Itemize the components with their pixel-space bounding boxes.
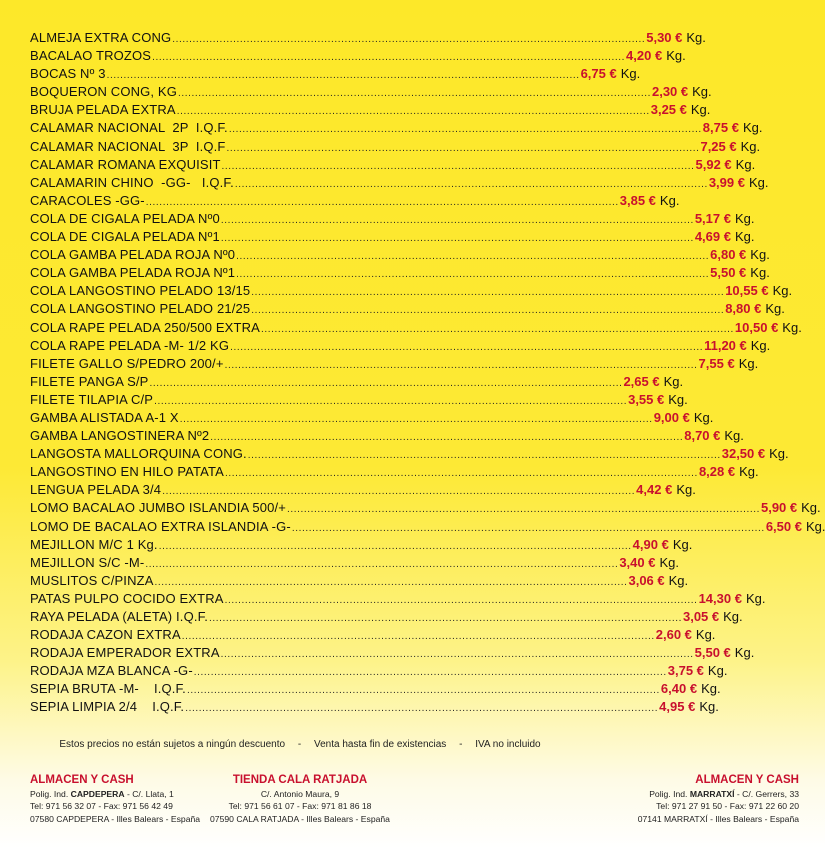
product-price: 3,25 € xyxy=(650,102,687,118)
product-name: GAMBA LANGOSTINERA Nº2 xyxy=(30,428,210,444)
store-phone: Tel: 971 56 61 07 - Fax: 971 81 86 18 xyxy=(228,801,372,812)
dot-leader: ............................................................................................................................................ xyxy=(179,413,653,425)
store-name: ALMACEN Y CASH xyxy=(30,774,134,786)
price-unit: Kg. xyxy=(750,247,770,263)
price-unit: Kg. xyxy=(692,84,712,100)
dot-leader: ............................................................................................................................................ xyxy=(220,214,694,226)
product-price: 2,30 € xyxy=(651,84,689,100)
product-price: 8,75 € xyxy=(702,120,739,136)
price-row xyxy=(30,300,785,318)
price-unit: Kg. xyxy=(724,428,744,444)
product-name: COLA RAPE PELADA -M- 1/2 KG xyxy=(30,337,230,353)
price-row xyxy=(30,391,688,409)
product-price: 8,28 € xyxy=(698,464,736,480)
product-price: 5,30 € xyxy=(646,30,683,45)
price-unit: Kg. xyxy=(686,30,706,45)
store-phone: Tel: 971 56 32 07 - Fax: 971 56 42 49 xyxy=(30,801,173,812)
price-unit: Kg. xyxy=(734,645,755,661)
product-name: FILETE TILAPIA C/P xyxy=(30,391,154,407)
product-name: MEJILLON S/C -M- xyxy=(30,554,145,570)
product-name: BRUJA PELADA EXTRA xyxy=(30,102,176,118)
product-price: 3,85 € xyxy=(619,192,656,208)
product-name: FILETE PANGA S/P xyxy=(30,373,149,389)
price-unit: Kg. xyxy=(699,699,719,715)
store-name: ALMACEN Y CASH xyxy=(695,774,799,786)
price-unit: Kg. xyxy=(772,283,793,299)
dot-leader: ............................................................................................................................................ xyxy=(228,124,702,136)
product-name: RAYA PELADA (ALETA) I.Q.F. xyxy=(30,609,209,624)
price-row xyxy=(30,47,686,65)
product-price: 5,17 € xyxy=(694,210,731,226)
product-name: COLA LANGOSTINO PELADO 21/25 xyxy=(30,301,251,317)
disclaimer xyxy=(0,739,600,750)
store-postal: 07580 CAPDEPERA - Illes Balears - España xyxy=(30,813,201,824)
price-unit: Kg. xyxy=(666,48,686,64)
price-unit: Kg. xyxy=(801,500,821,516)
price-row xyxy=(30,355,759,373)
price-row xyxy=(30,174,769,192)
store-postal: 07590 CALA RATJADA - Illes Balears - España xyxy=(210,813,390,824)
price-unit: Kg. xyxy=(769,446,789,462)
product-price: 10,55 € xyxy=(725,283,769,299)
price-unit: Kg. xyxy=(745,590,766,606)
dot-leader: ............................................................................................................................................ xyxy=(106,70,580,82)
price-unit: Kg. xyxy=(663,373,684,389)
product-name: MUSLITOS C/PINZA xyxy=(30,572,154,588)
dot-leader: ............................................................................................................................................ xyxy=(234,178,708,190)
product-name: GAMBA ALISTADA A-1 X xyxy=(30,409,179,425)
store-postal: 07141 MARRATXÍ - Illes Balears - España xyxy=(637,813,799,824)
product-name: BOCAS Nº 3 xyxy=(30,66,106,82)
dot-leader: ............................................................................................................................................ xyxy=(210,432,684,444)
price-unit: Kg. xyxy=(695,627,716,643)
store-name: TIENDA CALA RATJADA xyxy=(232,774,368,786)
price-unit: Kg. xyxy=(723,609,743,624)
product-price: 2,65 € xyxy=(623,373,660,389)
product-price: 3,55 € xyxy=(628,391,665,407)
product-price: 2,60 € xyxy=(655,627,692,643)
price-unit: Kg. xyxy=(742,120,763,136)
dot-leader: ............................................................................................................................................ xyxy=(193,667,667,679)
dot-leader: ............................................................................................................................................ xyxy=(220,649,694,661)
product-name: MEJILLON M/C 1 Kg. xyxy=(30,536,158,552)
dot-leader: ............................................................................................................................................ xyxy=(178,88,651,100)
dot-leader: ............................................................................................................................................ xyxy=(251,287,725,299)
price-row xyxy=(30,101,711,119)
dot-leader: ............................................................................................................................................ xyxy=(220,233,694,245)
price-row xyxy=(30,319,802,337)
price-unit: Kg. xyxy=(676,482,696,498)
dot-leader: ............................................................................................................................................ xyxy=(224,468,698,480)
product-name: RODAJA EMPERADOR EXTRA xyxy=(30,645,220,661)
dot-leader: ............................................................................................................................................ xyxy=(162,486,636,498)
product-price: 11,20 € xyxy=(704,337,747,353)
price-row xyxy=(30,499,821,517)
store-address-street: - C/. Llata, 1 xyxy=(126,789,174,799)
price-row xyxy=(30,662,728,680)
product-price: 5,50 € xyxy=(694,645,731,661)
dot-leader: ............................................................................................................................................ xyxy=(209,613,682,624)
price-unit: Kg. xyxy=(734,210,755,226)
product-price: 3,99 € xyxy=(708,174,745,190)
product-name: BACALAO TROZOS xyxy=(30,48,152,64)
product-price: 4,69 € xyxy=(694,229,731,245)
price-row xyxy=(30,282,793,300)
store-address-street: - C/. Gerrers, 33 xyxy=(736,789,799,799)
price-row xyxy=(30,264,770,282)
price-unit: Kg. xyxy=(782,319,802,335)
price-row xyxy=(30,228,755,246)
store-address-prefix: Polig. Ind. xyxy=(30,789,69,799)
product-price: 5,92 € xyxy=(695,156,732,172)
dot-leader: ............................................................................................................................................ xyxy=(145,558,619,570)
price-row xyxy=(30,246,770,264)
product-price: 9,00 € xyxy=(653,409,690,425)
price-row xyxy=(30,608,743,626)
price-unit: Kg. xyxy=(690,102,711,118)
product-name: BOQUERON CONG, KG xyxy=(30,84,178,100)
product-name: FILETE GALLO S/PEDRO 200/+ xyxy=(30,355,224,371)
dot-leader: ............................................................................................................................................ xyxy=(185,703,659,715)
product-price: 3,75 € xyxy=(667,663,704,679)
price-row xyxy=(30,119,763,137)
price-row xyxy=(30,518,825,536)
product-name: LANGOSTA MALLORQUINA CONG. xyxy=(30,446,247,462)
price-unit: Kg. xyxy=(701,681,721,697)
price-unit: Kg. xyxy=(739,464,759,480)
price-row xyxy=(30,427,744,445)
price-unit: Kg. xyxy=(765,301,785,317)
price-row xyxy=(30,445,789,463)
price-row xyxy=(30,698,719,716)
price-row xyxy=(30,463,759,481)
price-unit: Kg. xyxy=(668,391,688,407)
dot-leader: ............................................................................................................................................ xyxy=(172,34,646,45)
store-capdepera xyxy=(30,773,200,825)
product-price: 4,20 € xyxy=(626,48,663,64)
price-unit: Kg. xyxy=(748,174,769,190)
product-name: LOMO BACALAO JUMBO ISLANDIA 500/+ xyxy=(30,500,287,516)
product-name: LENGUA PELADA 3/4 xyxy=(30,482,162,498)
dot-leader: ............................................................................................................................................ xyxy=(158,540,632,552)
price-row xyxy=(30,626,716,644)
price-unit: Kg. xyxy=(668,572,689,588)
product-name: RODAJA MZA BLANCA -G- xyxy=(30,663,193,679)
dot-leader: ............................................................................................................................................ xyxy=(251,305,725,317)
price-list xyxy=(30,29,825,717)
price-unit: Kg. xyxy=(693,409,714,425)
product-price: 14,30 € xyxy=(698,590,742,606)
price-row xyxy=(30,590,766,608)
dot-leader: ............................................................................................................................................ xyxy=(221,160,695,172)
product-name: CALAMAR NACIONAL 3P I.Q.F xyxy=(30,138,226,154)
store-marratxi xyxy=(638,773,799,825)
product-price: 6,80 € xyxy=(710,247,747,263)
price-unit: Kg. xyxy=(735,156,756,172)
disclaimer-no-discount: Estos precios no están sujetos a ningún descuento xyxy=(59,739,286,750)
store-address-town: CAPDEPERA xyxy=(70,789,125,799)
price-row xyxy=(30,554,679,572)
product-name: CALAMAR ROMANA EXQUISIT xyxy=(30,156,221,172)
product-name: COLA GAMBA PELADA ROJA Nº0 xyxy=(30,247,236,263)
price-row xyxy=(30,536,693,554)
dot-leader: ............................................................................................................................................ xyxy=(226,142,700,154)
price-row xyxy=(30,210,755,228)
product-name: COLA LANGOSTINO PELADO 13/15 xyxy=(30,283,251,299)
price-row xyxy=(30,409,714,427)
store-address: C/. Antonio Maura, 9 xyxy=(260,789,340,799)
price-row xyxy=(30,29,706,47)
price-unit: Kg. xyxy=(707,663,728,679)
price-row xyxy=(30,680,721,698)
store-address-town: MARRATXÍ xyxy=(689,789,735,799)
product-price: 8,70 € xyxy=(684,428,721,444)
dot-leader: ............................................................................................................................................ xyxy=(145,196,619,208)
price-row xyxy=(30,65,641,83)
product-name: PATAS PULPO COCIDO EXTRA xyxy=(30,590,224,606)
product-name: RODAJA CAZON EXTRA xyxy=(30,627,181,643)
store-cala-ratjada xyxy=(200,773,400,825)
price-unit: Kg. xyxy=(750,265,770,281)
product-name: CALAMARIN CHINO -GG- I.Q.F. xyxy=(30,174,234,190)
product-price: 7,55 € xyxy=(698,355,735,371)
product-name: SEPIA LIMPIA 2/4 I.Q.F. xyxy=(30,699,185,715)
store-address-prefix: Polig. Ind. xyxy=(649,789,688,799)
disclaimer-while-stocks: Venta hasta fin de existencias xyxy=(313,739,447,750)
price-row xyxy=(30,192,680,210)
price-row xyxy=(30,83,712,101)
price-unit: Kg. xyxy=(659,192,680,208)
product-name: CALAMAR NACIONAL 2P I.Q.F. xyxy=(30,120,228,136)
price-unit: Kg. xyxy=(738,355,759,371)
price-unit: Kg. xyxy=(805,518,825,534)
dot-leader: ............................................................................................................................................ xyxy=(149,377,623,389)
product-price: 5,50 € xyxy=(710,265,747,281)
product-name: LOMO DE BACALAO EXTRA ISLANDIA -G- xyxy=(30,518,291,534)
price-unit: Kg. xyxy=(672,536,693,552)
dot-leader: ............................................................................................................................................ xyxy=(287,504,760,516)
product-name: ALMEJA EXTRA CONG xyxy=(30,30,172,45)
price-row xyxy=(30,572,689,590)
product-price: 3,06 € xyxy=(628,572,665,588)
price-unit: Kg. xyxy=(659,554,679,570)
product-price: 6,50 € xyxy=(765,518,802,534)
dot-leader: ............................................................................................................................................ xyxy=(260,323,734,335)
product-price: 3,05 € xyxy=(682,609,720,624)
price-row xyxy=(30,138,761,156)
store-address xyxy=(30,788,200,800)
price-row xyxy=(30,156,756,174)
product-price: 4,42 € xyxy=(636,482,673,498)
disclaimer-vat: IVA no incluido xyxy=(475,739,541,750)
dot-leader: ............................................................................................................................................ xyxy=(152,52,626,64)
store-address xyxy=(638,788,799,800)
product-price: 10,50 € xyxy=(734,319,779,335)
disclaimer-separator: - xyxy=(459,739,463,750)
product-price: 6,40 € xyxy=(660,681,698,697)
store-phone: Tel: 971 27 91 50 - Fax: 971 22 60 20 xyxy=(656,801,799,812)
product-price: 7,25 € xyxy=(700,138,737,154)
product-price: 5,90 € xyxy=(760,500,798,516)
product-price: 6,75 € xyxy=(580,66,617,82)
product-price: 4,90 € xyxy=(632,536,669,552)
product-name: LANGOSTINO EN HILO PATATA xyxy=(30,464,224,480)
price-row xyxy=(30,337,771,355)
price-unit: Kg. xyxy=(740,138,761,154)
price-unit: Kg. xyxy=(620,66,641,82)
dot-leader: ............................................................................................................................................ xyxy=(236,269,710,281)
product-name: COLA DE CIGALA PELADA Nº1 xyxy=(30,229,220,245)
product-price: 3,40 € xyxy=(619,554,656,570)
dot-leader: ............................................................................................................................................ xyxy=(236,251,710,263)
product-price: 8,80 € xyxy=(725,301,762,317)
product-name: SEPIA BRUTA -M- I.Q.F. xyxy=(30,681,186,697)
dot-leader: ............................................................................................................................................ xyxy=(154,395,628,407)
price-row xyxy=(30,644,755,662)
price-unit: Kg. xyxy=(750,337,771,353)
product-name: COLA DE CIGALA PELADA Nº0 xyxy=(30,210,220,226)
dot-leader: ............................................................................................................................................ xyxy=(291,522,765,534)
product-name: CARACOLES -GG- xyxy=(30,192,145,208)
dot-leader: ............................................................................................................................................ xyxy=(230,341,704,353)
dot-leader: ............................................................................................................................................ xyxy=(154,576,628,588)
dot-leader: ............................................................................................................................................ xyxy=(186,685,660,697)
price-row xyxy=(30,481,696,499)
disclaimer-separator: - xyxy=(297,739,302,750)
product-name: COLA RAPE PELADA 250/500 EXTRA xyxy=(30,319,260,335)
product-price: 32,50 € xyxy=(721,446,766,462)
price-row xyxy=(30,373,684,391)
dot-leader: ............................................................................................................................................ xyxy=(181,631,655,643)
dot-leader: ............................................................................................................................................ xyxy=(224,594,698,606)
dot-leader: ............................................................................................................................................ xyxy=(176,106,650,118)
dot-leader: ............................................................................................................................................ xyxy=(247,450,721,462)
dot-leader: ............................................................................................................................................ xyxy=(224,359,698,371)
product-name: COLA GAMBA PELADA ROJA Nº1 xyxy=(30,265,236,281)
product-price: 4,95 € xyxy=(659,699,696,715)
price-unit: Kg. xyxy=(734,229,755,245)
